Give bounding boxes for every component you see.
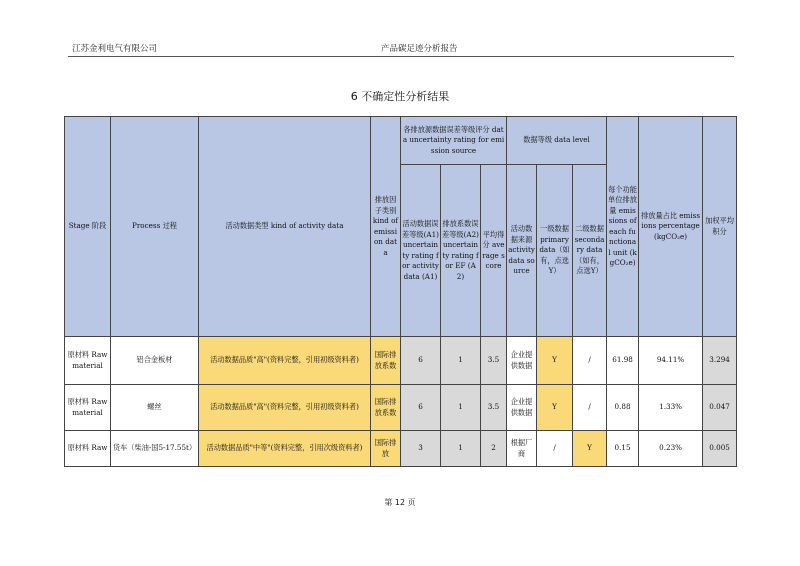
col-factor-type-header: 排放因子类别 kind of emission data <box>371 117 401 337</box>
cell-avg: 3.5 <box>481 385 507 431</box>
cell-primary: Y <box>537 337 573 385</box>
cell-activity: 活动数据品质"高"(资料完整，引用初级资料者) <box>199 385 371 431</box>
cell-source: 根据厂商 <box>507 431 537 467</box>
cell-secondary: / <box>573 337 607 385</box>
cell-avg: 3.5 <box>481 337 507 385</box>
cell-process: 螺丝 <box>111 385 199 431</box>
col-data-level-group-header: 数据等级 data level <box>507 117 607 165</box>
header-divider <box>68 56 734 57</box>
col-uncertainty-group-header: 各排放源数据误差等级评分 data uncertainty rating for emission source <box>401 117 507 165</box>
header-report-title: 产品碳足迹分析报告 <box>381 44 458 54</box>
cell-factor-type: 国际排放系数 <box>371 385 401 431</box>
page-number: 第 12 页 <box>384 498 416 507</box>
col-per-unit-header: 每个功能单位排放量 emissions of each functional unit (kgCO₂e) <box>607 117 639 337</box>
cell-activity: 活动数据品质"中等"(资料完整，引用次级资料者) <box>199 431 371 467</box>
col-a2-header: 排放系数误差等级(A2) uncertainty rating for EF (A2) <box>441 165 481 337</box>
cell-factor-type: 国际排放系数 <box>371 337 401 385</box>
col-primary-header: 一级数据 primary data（如有，点选Y） <box>537 165 573 337</box>
cell-process: 货车（柴油-国5-17.55t） <box>111 431 199 467</box>
cell-a2: 1 <box>441 337 481 385</box>
cell-a2: 1 <box>441 431 481 467</box>
col-process-header: Process 过程 <box>111 117 199 337</box>
cell-activity: 活动数据品质"高"(资料完整，引用初级资料者) <box>199 337 371 385</box>
section-title: 6 不确定性分析结果 <box>350 90 450 103</box>
cell-per-unit: 0.15 <box>607 431 639 467</box>
cell-share: 94.11% <box>639 337 703 385</box>
col-share-header: 排放量占比 emissions percentage (kgCO₂e) <box>639 117 703 337</box>
cell-factor-type: 国际排放 <box>371 431 401 467</box>
cell-stage: 原材料 Raw material <box>65 385 111 431</box>
cell-per-unit: 61.98 <box>607 337 639 385</box>
cell-weighted: 0.047 <box>703 385 737 431</box>
col-activity-header: 活动数据类型 kind of activity data <box>199 117 371 337</box>
cell-primary: / <box>537 431 573 467</box>
cell-process: 铝合金板材 <box>111 337 199 385</box>
cell-a1: 3 <box>401 431 441 467</box>
cell-a1: 6 <box>401 337 441 385</box>
cell-share: 0.23% <box>639 431 703 467</box>
cell-weighted: 0.005 <box>703 431 737 467</box>
cell-a1: 6 <box>401 385 441 431</box>
col-a1-header: 活动数据误差等级(A1) uncertainty rating for activity data (A1) <box>401 165 441 337</box>
table-row <box>65 431 737 467</box>
table-row <box>65 385 737 431</box>
cell-secondary: Y <box>573 431 607 467</box>
cell-share: 1.33% <box>639 385 703 431</box>
cell-a2: 1 <box>441 385 481 431</box>
table-row <box>65 337 737 385</box>
cell-per-unit: 0.88 <box>607 385 639 431</box>
cell-weighted: 3.294 <box>703 337 737 385</box>
cell-stage: 原材料 Raw <box>65 431 111 467</box>
col-weighted-header: 加权平均积分 <box>703 117 737 337</box>
cell-secondary: / <box>573 385 607 431</box>
header-company: 江苏金利电气有限公司 <box>72 44 158 54</box>
cell-stage: 原材料 Raw material <box>65 337 111 385</box>
col-source-header: 活动数据来源 activity data source <box>507 165 537 337</box>
cell-source: 企业提供数据 <box>507 337 537 385</box>
col-avg-header: 平均得分 average score <box>481 165 507 337</box>
col-secondary-header: 二级数据 secondary data（如有，点选Y） <box>573 165 607 337</box>
cell-avg: 2 <box>481 431 507 467</box>
cell-source: 企业提供数据 <box>507 385 537 431</box>
col-stage-header: Stage 阶段 <box>65 117 111 337</box>
cell-primary: Y <box>537 385 573 431</box>
uncertainty-table <box>64 116 737 467</box>
